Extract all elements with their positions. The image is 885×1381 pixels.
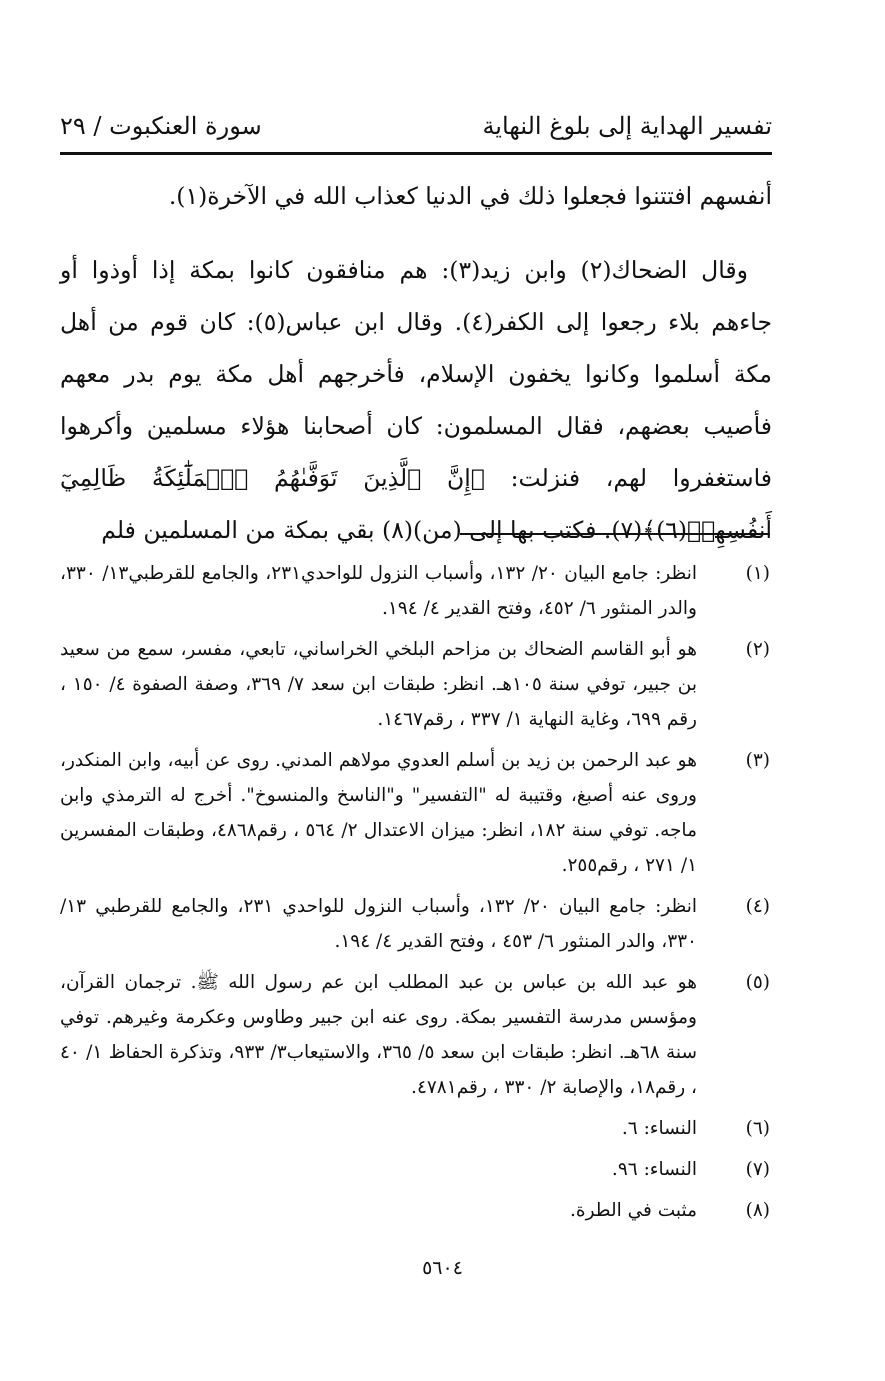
running-header	[60, 108, 772, 148]
surah-label: سورة العنكبوت / ٢٩	[60, 112, 262, 140]
page-number: ٥٦٠٤	[422, 1257, 463, 1279]
footnote-text: هو أبو القاسم الضحاك بن مزاحم البلخي الخراساني، تابعي، مفسر، سمع من سعيد بن جبير، توفي سنة ١٠٥هـ. انظر: طبقات ابن سعد ٧/ ٣٦٩، وصفة الصفوة ٤/ ١٥٠ ، رقم ٦٩٩، وغاية النهاية ١/ ٣٣٧ ، رقم١٤٦٧.	[60, 639, 697, 730]
footnote-number: (٧)	[745, 1159, 770, 1180]
footnote-item	[60, 556, 772, 626]
footnote-text: هو عبد الله بن عباس بن عبد المطلب ابن عم رسول الله ﷺ. ترجمان القرآن، ومؤسس مدرسة التفسير بمكة. روى عنه ابن جبير وطاوس وعكرمة وغيرهم. توفي سنة ٦٨هـ. انظر: طبقات ابن سعد ٥/ ٣٦٥، والاستيعاب٣/ ٩٣٣، وتذكرة الحفاظ ١/ ٤٠ ، رقم١٨، والإصابة ٢/ ٣٣٠ ، رقم٤٧٨١.	[60, 972, 698, 1098]
footnote-item	[60, 889, 772, 959]
footnote-item	[60, 1152, 772, 1187]
footnote-item	[60, 1111, 772, 1146]
footnotes	[60, 556, 772, 1234]
footnote-item	[60, 965, 772, 1105]
footnote-number: (٨)	[745, 1200, 770, 1221]
footnote-number: (٦)	[745, 1118, 770, 1139]
footnote-item	[60, 632, 772, 737]
footnote-number: (٢)	[745, 639, 770, 660]
footnote-text: مثبت في الطرة.	[570, 1200, 697, 1221]
footnote-item	[60, 743, 772, 883]
footnote-number: (٤)	[745, 896, 770, 917]
footnote-text: النساء: ٦.	[621, 1118, 697, 1139]
footnote-text: هو عبد الرحمن بن زيد بن أسلم العدوي مولاهم المدني. روى عن أبيه، وابن المنكدر، وروى عنه أصبغ، وقتيبة له "التفسير" و"الناسخ والمنسوخ". أخرج له الترمذي وابن ماجه. توفي سنة ١٨٢، انظر: ميزان الاعتدال ٢/ ٥٦٤ ، رقم٤٨٦٨، وطبقات المفسرين ١/ ٢٧١ ، رقم٢٥٥.	[60, 750, 697, 876]
book-title: تفسير الهداية إلى بلوغ النهاية	[482, 112, 772, 140]
footnote-number: (١)	[745, 563, 770, 584]
paragraph-1: أنفسهم افتتنوا فجعلوا ذلك في الدنيا كعذاب الله في الآخرة(١).	[168, 182, 772, 210]
footnote-number: (٥)	[745, 972, 770, 993]
footnote-text: انظر: جامع البيان ٢٠/ ١٣٢، وأسباب النزول للواحدي٢٣١، والجامع للقرطبي١٣/ ٣٣٠، والدر المنثور ٦/ ٤٥٢، وفتح القدير ٤/ ١٩٤.	[60, 563, 697, 619]
footnote-text: النساء: ٩٦.	[611, 1159, 697, 1180]
footnote-text: انظر: جامع البيان ٢٠/ ١٣٢، وأسباب النزول للواحدي ٢٣١، والجامع للقرطبي ١٣/ ٣٣٠، والدر المنثور ٦/ ٤٥٣ ، وفتح القدير ٤/ ١٩٤.	[60, 896, 698, 952]
footnote-divider	[460, 533, 770, 535]
main-text	[60, 170, 772, 556]
footnote-number: (٣)	[745, 750, 770, 771]
header-divider	[60, 152, 772, 155]
paragraph-2: وقال الضحاك(٢) وابن زيد(٣): هم منافقون كانوا بمكة إذا أوذوا أو جاءهم بلاء رجعوا إلى الكفر(٤). وقال ابن عباس(٥): كان قوم من أهل مكة أسلموا وكانوا يخفون الإسلام، فأخرجهم أهل مكة يوم بدر معهم فأصيب بعضهم، فقال المسلمون: كان أصحابنا هؤلاء مسلمين وأكرهوا فاستغفروا لهم، فنزلت: ﴿إِنَّ ٱلَّذِينَ تَوَفَّىٰهُمُ ٱلۡمَلَٰٓئِكَةُ ظَالِمِيٓ أَنفُسِهِمۡ(٦)﴾(٧). فكتب بها إلى (من)(٨) بقي بمكة من المسلمين فلم	[60, 256, 772, 544]
footnote-item	[60, 1193, 772, 1228]
